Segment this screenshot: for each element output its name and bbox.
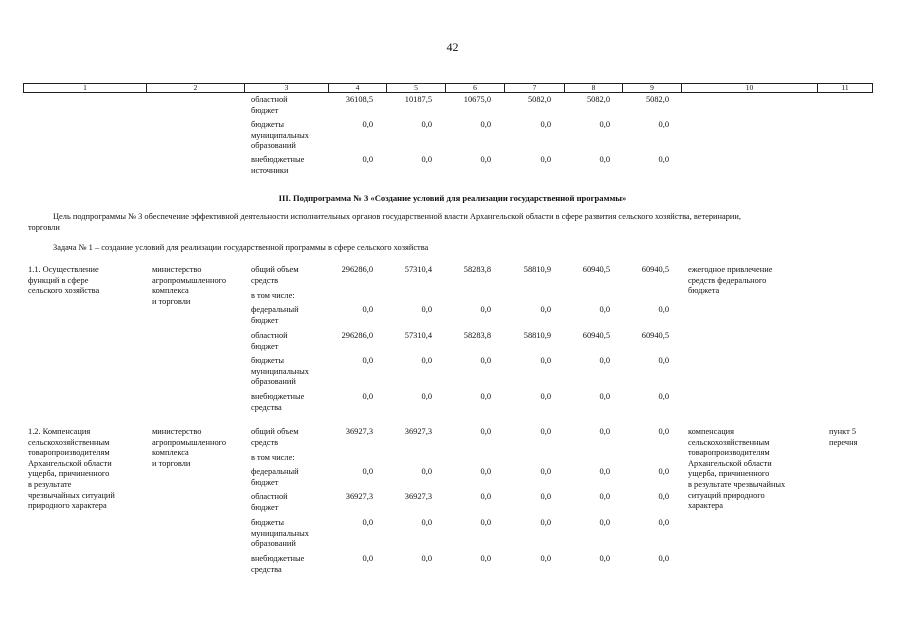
funding-source-label: федеральный бюджет [251,305,299,325]
funding-value: 0,0 [421,392,432,401]
activity-name: 1.1. Осуществление функций в сфере сельского хозяйства [28,265,100,296]
column-number: 1 [24,84,147,93]
funding-source-label: бюджеты муниципальных образований [251,356,309,387]
funding-value: 0,0 [421,554,432,563]
funding-value: 57310,4 [404,331,432,340]
funding-value: 0,0 [599,356,610,365]
funding-value: 0,0 [540,467,551,476]
funding-value: 0,0 [480,155,491,164]
activity-executor: министерство агропромышленного комплекса и торговли [152,427,227,468]
funding-value: 0,0 [658,554,669,563]
funding-value: 0,0 [540,155,551,164]
funding-value: 36927,3 [404,427,432,436]
funding-value: 0,0 [658,120,669,129]
activity-reference: пункт 5 перечня [829,427,858,447]
funding-value: 10675,0 [463,95,491,104]
funding-value: 0,0 [540,305,551,314]
funding-value: 5082,0 [527,95,551,104]
column-number: 8 [565,84,623,93]
funding-value: 0,0 [362,305,373,314]
funding-value: 10187,5 [404,95,432,104]
funding-value: 0,0 [362,554,373,563]
funding-value: 0,0 [540,120,551,129]
column-number: 5 [387,84,446,93]
column-number: 4 [329,84,387,93]
funding-value: 0,0 [480,518,491,527]
funding-value: 0,0 [540,356,551,365]
funding-value: 0,0 [480,427,491,436]
funding-value: 36927,3 [345,492,373,501]
funding-value: 36927,3 [345,427,373,436]
funding-source-label: внебюджетные средства [251,554,305,574]
funding-value: 0,0 [540,492,551,501]
column-number: 6 [446,84,505,93]
column-number: 9 [623,84,682,93]
funding-value: 0,0 [362,467,373,476]
funding-value: 0,0 [540,518,551,527]
funding-value: 0,0 [480,356,491,365]
funding-value: 0,0 [658,356,669,365]
funding-source-label: бюджеты муниципальных образований [251,120,309,151]
activity-executor: министерство агропромышленного комплекса и торговли [152,265,227,306]
funding-source-label: внебюджетные источники [251,155,305,175]
funding-value: 0,0 [421,467,432,476]
funding-source-label: бюджеты муниципальных образований [251,518,309,549]
page-number: 42 [446,40,459,54]
funding-value: 0,0 [421,120,432,129]
funding-source-label: общий объем средств [251,265,299,285]
funding-value: 296286,0 [341,331,373,340]
funding-value: 58283,8 [463,331,491,340]
subprogram-goal: Цель подпрограммы № 3 обеспечение эффективной деятельности исполнительных органов государственной власти Архангельской области в сфере развития сельского хозяйства, ветеринарии, [53,212,741,221]
funding-value: 0,0 [421,518,432,527]
funding-value: 0,0 [599,467,610,476]
funding-value: 0,0 [540,392,551,401]
funding-value: 0,0 [658,467,669,476]
funding-value: 0,0 [658,492,669,501]
column-number: 3 [245,84,329,93]
expected-result: ежегодное привлечение средств федерального бюджета [688,265,773,296]
funding-value: 60940,5 [582,265,610,274]
funding-value: 0,0 [362,518,373,527]
funding-value: 60940,5 [582,331,610,340]
funding-value: 0,0 [658,427,669,436]
funding-value: 0,0 [658,155,669,164]
funding-source-label: федеральный бюджет [251,467,299,487]
funding-value: 5082,0 [645,95,669,104]
funding-source-label: в том числе: [251,453,295,462]
funding-value: 0,0 [599,305,610,314]
funding-value: 0,0 [421,356,432,365]
funding-value: 0,0 [362,155,373,164]
funding-value: 0,0 [480,492,491,501]
funding-value: 0,0 [421,155,432,164]
funding-value: 0,0 [658,518,669,527]
funding-value: 0,0 [599,392,610,401]
funding-value: 57310,4 [404,265,432,274]
funding-value: 0,0 [362,120,373,129]
funding-value: 0,0 [599,492,610,501]
subprogram-goal-continued: торговли [28,223,60,232]
funding-value: 0,0 [599,427,610,436]
funding-value: 0,0 [480,392,491,401]
funding-source-label: общий объем средств [251,427,299,447]
funding-value: 0,0 [599,120,610,129]
column-number: 10 [682,84,818,93]
funding-value: 60940,5 [641,331,669,340]
funding-value: 58283,8 [463,265,491,274]
funding-source-label: в том числе: [251,291,295,300]
column-number: 2 [147,84,245,93]
funding-source-label: областной бюджет [251,95,288,115]
funding-source-label: областной бюджет [251,492,288,512]
activity-name: 1.2. Компенсация сельскохозяйственным товаропроизводителям Архангельской области ущерба, причиненного в результате чрезвычайных ситуаций природного характера [28,427,115,511]
funding-value: 0,0 [599,518,610,527]
funding-value: 0,0 [599,155,610,164]
funding-value: 36108,5 [345,95,373,104]
funding-value: 60940,5 [641,265,669,274]
expected-result: компенсация сельскохозяйственным товаропроизводителям Архангельской области ущерба, причиненного в результате чрезвычайных ситуаций природного характера [688,427,786,511]
funding-value: 0,0 [362,356,373,365]
funding-value: 0,0 [480,554,491,563]
funding-value: 0,0 [421,305,432,314]
column-number: 11 [818,84,873,93]
funding-source-label: внебюджетные средства [251,392,305,412]
funding-value: 36927,3 [404,492,432,501]
funding-value: 0,0 [658,305,669,314]
funding-value: 0,0 [362,392,373,401]
funding-value: 58810,9 [523,331,551,340]
funding-value: 0,0 [540,427,551,436]
column-number-header [23,83,873,93]
column-number: 7 [505,84,565,93]
funding-value: 0,0 [480,467,491,476]
funding-value: 0,0 [599,554,610,563]
funding-value: 0,0 [480,305,491,314]
funding-source-label: областной бюджет [251,331,288,351]
funding-value: 296286,0 [341,265,373,274]
funding-value: 5082,0 [586,95,610,104]
funding-value: 0,0 [658,392,669,401]
funding-value: 0,0 [480,120,491,129]
task-description: Задача № 1 – создание условий для реализации государственной программы в сфере сельского хозяйства [53,243,429,252]
section-title: III. Подпрограмма № 3 «Создание условий для реализации государственной программы» [278,193,627,203]
funding-value: 0,0 [540,554,551,563]
funding-value: 58810,9 [523,265,551,274]
